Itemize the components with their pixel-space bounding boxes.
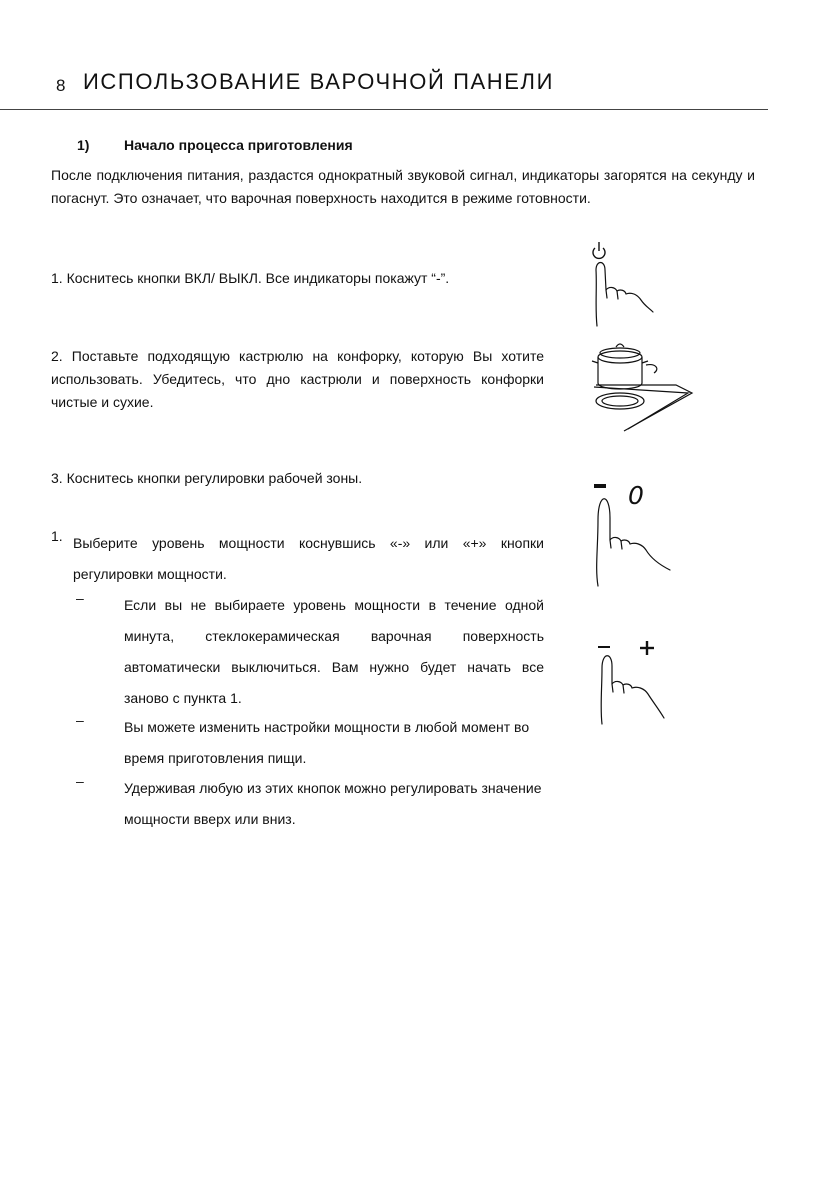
minus-button-icon <box>598 646 610 648</box>
sub-item-3: Удерживая любую из этих кнопок можно регулировать значение мощности вверх или вниз. <box>124 780 542 827</box>
pot-on-hob <box>592 344 692 431</box>
step-3: 3. Коснитесь кнопки регулировки рабочей зоны. <box>51 470 363 486</box>
pot-on-hob-illustration <box>588 335 698 435</box>
sub-item-dash: – <box>76 590 84 606</box>
list-item-text: Выберите уровень мощности коснувшись «-» или «+» кнопки регулировки мощности. <box>73 535 544 582</box>
sub-item-1: Если вы не выбираете уровень мощности в течение одной минута, стеклокерамическая варочная поверхность автоматически выключиться. Вам нужно будет начать все заново с пункта 1. <box>124 597 544 706</box>
section-title: Начало процесса приготовления <box>124 137 353 153</box>
section-number: 1) <box>77 137 90 153</box>
power-level-illustration <box>590 638 680 728</box>
minus-indicator <box>594 484 606 488</box>
sub-item-dash: – <box>76 773 84 789</box>
hand-icon <box>601 656 664 724</box>
header-divider <box>0 109 768 110</box>
intro-paragraph: После подключения питания, раздастся однократный звуковой сигнал, индикаторы загорятся на секунду и погаснут. Это означает, что варочная поверхность находится в режиме готовности. <box>51 167 755 206</box>
sub-item-dash: – <box>76 712 84 728</box>
step-1: 1. Коснитесь кнопки ВКЛ/ ВЫКЛ. Все индикаторы покажут “-”. <box>51 270 450 286</box>
power-touch-illustration <box>585 238 665 330</box>
step-2: 2. Поставьте подходящую кастрюлю на конфорку, которую Вы хотите использовать. Убедитесь, что дно кастрюли и поверхность конфорки чистые и сухие. <box>51 348 544 410</box>
page-title: ИСПОЛЬЗОВАНИЕ ВАРОЧНОЙ ПАНЕЛИ <box>83 69 554 94</box>
hand-icon <box>596 263 653 327</box>
zone-select-illustration <box>590 478 680 590</box>
sub-item-2: Вы можете изменить настройки мощности в любой момент во время приготовления пищи. <box>124 719 530 766</box>
list-item-number: 1. <box>51 528 63 544</box>
hand-icon <box>597 499 670 586</box>
plus-button-icon <box>640 641 654 655</box>
zone-display-value: 0 <box>628 481 644 510</box>
page-number: 8 <box>56 76 66 95</box>
power-icon <box>593 242 605 258</box>
